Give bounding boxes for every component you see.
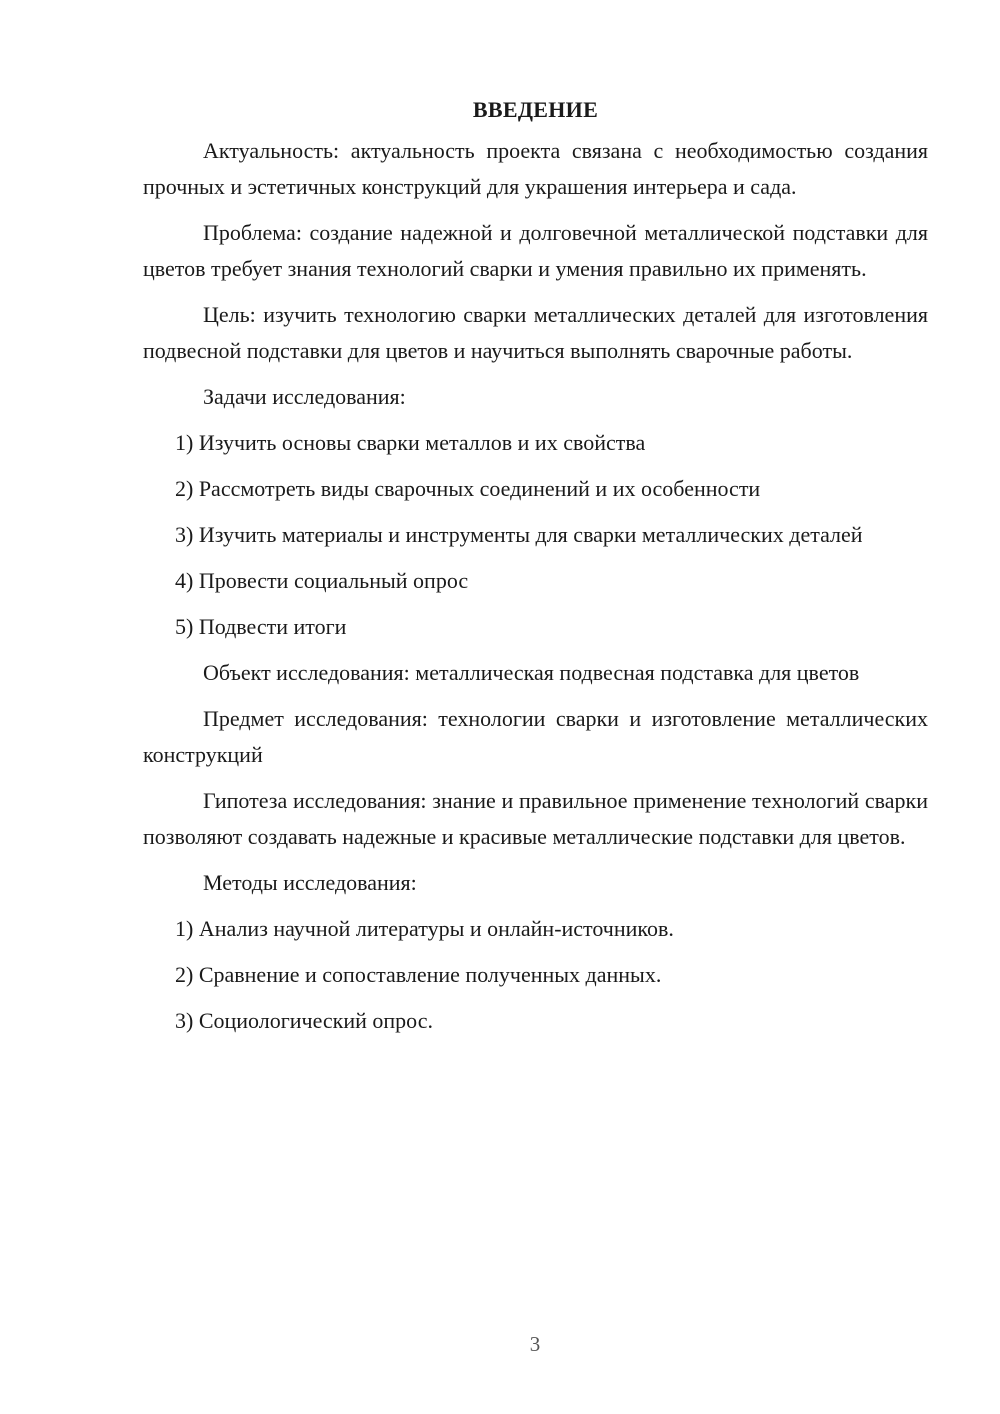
section-title: ВВЕДЕНИЕ bbox=[472, 97, 599, 122]
method-item: 2) Сравнение и сопоставление полученных данных. bbox=[175, 962, 662, 987]
object-paragraph: Объект исследования: металлическая подвесная подставка для цветов bbox=[203, 660, 860, 685]
page-number: 3 bbox=[529, 1332, 541, 1356]
task-item: 1) Изучить основы сварки металлов и их свойства bbox=[175, 430, 646, 455]
subject-paragraph: Предмет исследования: технологии сварки и изготовление металлических конструкций bbox=[143, 706, 928, 767]
task-item: 4) Провести социальный опрос bbox=[175, 568, 469, 593]
problem-paragraph: Проблема: создание надежной и долговечной металлической подставки для цветов требует знания технологий сварки и умения правильно их применять. bbox=[143, 220, 928, 281]
method-item: 3) Социологический опрос. bbox=[175, 1008, 433, 1033]
relevance-paragraph: Актуальность: актуальность проекта связана с необходимостью создания прочных и эстетичных конструкций для украшения интерьера и сада. bbox=[143, 138, 928, 199]
document-page bbox=[143, 92, 928, 1049]
method-item: 1) Анализ научной литературы и онлайн-источников. bbox=[175, 916, 674, 941]
goal-paragraph: Цель: изучить технологию сварки металлических деталей для изготовления подвесной подставки для цветов и научиться выполнять сварочные работы. bbox=[143, 302, 928, 363]
task-item: 3) Изучить материалы и инструменты для сварки металлических деталей bbox=[175, 522, 863, 547]
methods-heading: Методы исследования: bbox=[203, 870, 417, 895]
tasks-heading: Задачи исследования: bbox=[203, 384, 406, 409]
hypothesis-paragraph: Гипотеза исследования: знание и правильное применение технологий сварки позволяют создавать надежные и красивые металлические подставки для цветов. bbox=[143, 788, 928, 849]
task-item: 5) Подвести итоги bbox=[175, 614, 347, 639]
task-item: 2) Рассмотреть виды сварочных соединений и их особенности bbox=[175, 476, 761, 501]
